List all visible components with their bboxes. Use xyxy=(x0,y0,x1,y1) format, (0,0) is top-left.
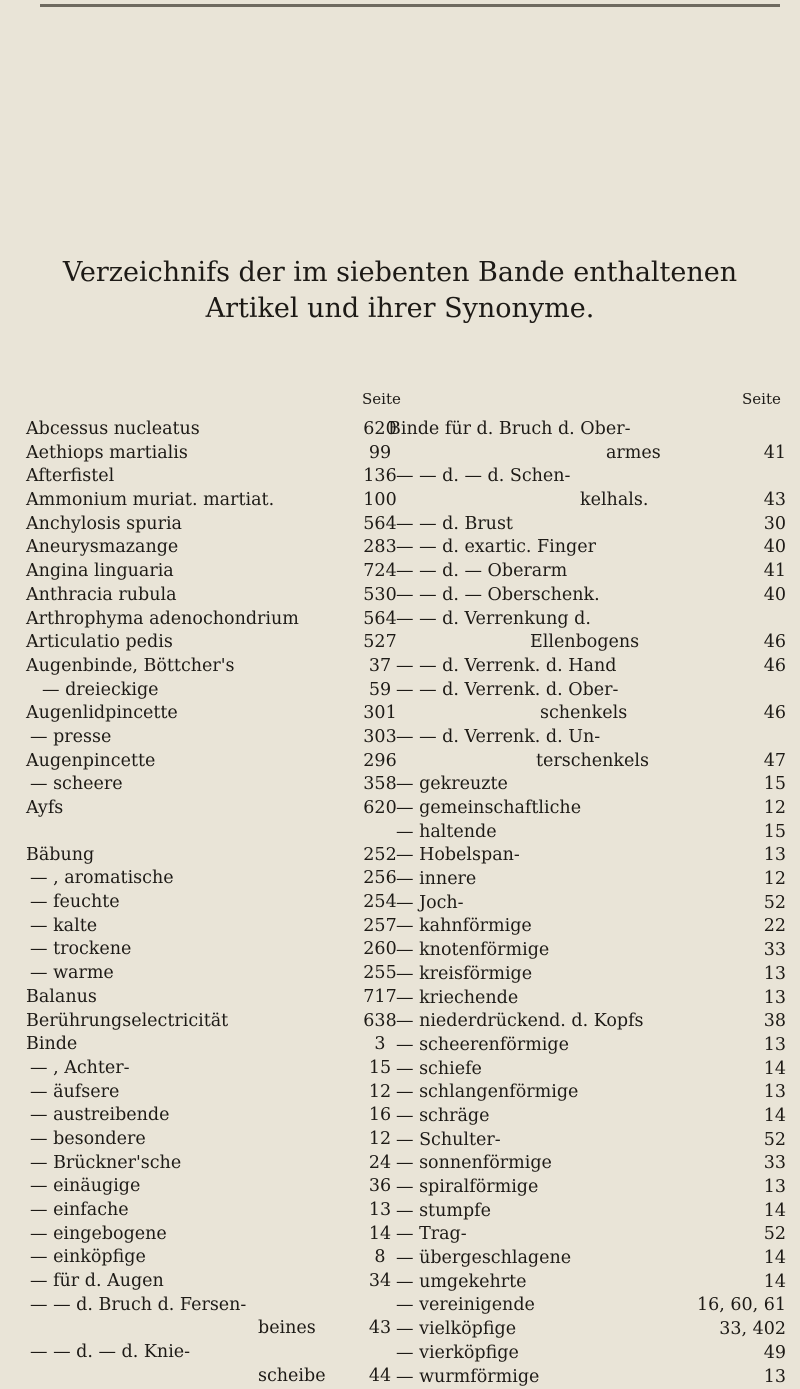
entry-page-number: 14 xyxy=(764,1247,786,1271)
entry-page-number: 303 xyxy=(350,726,410,750)
index-entry xyxy=(388,892,786,916)
index-entry xyxy=(26,1175,410,1199)
entry-page-number: 13 xyxy=(764,1176,786,1200)
index-entry xyxy=(26,702,410,726)
entry-term: Ayfs xyxy=(26,797,63,821)
index-entry xyxy=(388,1200,786,1224)
index-entry xyxy=(26,773,410,797)
index-entry xyxy=(26,536,410,560)
index-entry xyxy=(26,726,410,750)
entry-term: — sonnenförmige xyxy=(396,1152,552,1176)
entry-page-number: 16, 60, 61 xyxy=(697,1294,786,1318)
entry-term: scheibe xyxy=(258,1365,326,1389)
entry-term: — knotenförmige xyxy=(396,939,549,963)
index-column-right xyxy=(388,418,786,1389)
index-entry xyxy=(388,513,786,537)
index-entry xyxy=(388,702,786,726)
entry-term: Augenbinde, Böttcher's xyxy=(26,655,235,679)
entry-page-number: 638 xyxy=(350,1010,410,1034)
seite-header-right: Seite xyxy=(742,390,781,408)
index-entry xyxy=(26,1365,410,1389)
entry-page-number: 13 xyxy=(764,987,786,1011)
index-entry xyxy=(26,560,410,584)
index-entry xyxy=(26,655,410,679)
entry-page-number: 527 xyxy=(350,631,410,655)
entry-page-number: 717 xyxy=(350,986,410,1010)
index-entry xyxy=(388,963,786,987)
index-entry xyxy=(26,679,410,703)
entry-term: — , Achter- xyxy=(30,1057,130,1081)
entry-term: Afterfistel xyxy=(26,465,114,489)
entry-page-number: 43 xyxy=(350,1317,410,1341)
entry-term: — schiefe xyxy=(396,1058,482,1082)
entry-page-number: 52 xyxy=(764,1129,786,1153)
entry-term: — — d. — d. Knie- xyxy=(30,1341,190,1365)
entry-term: Balanus xyxy=(26,986,97,1010)
index-entry xyxy=(388,465,786,489)
entry-page-number: 12 xyxy=(350,1128,410,1152)
entry-term: — umgekehrte xyxy=(396,1271,526,1295)
entry-page-number: 43 xyxy=(764,489,786,513)
index-entry xyxy=(26,1341,410,1365)
index-entry xyxy=(388,536,786,560)
entry-term: Bäbung xyxy=(26,844,94,868)
entry-term: — presse xyxy=(30,726,111,750)
index-title-line-2: Artikel und ihrer Synonyme. xyxy=(0,292,800,326)
entry-term: — Brückner'sche xyxy=(30,1152,181,1176)
index-entry xyxy=(388,939,786,963)
entry-page-number: 47 xyxy=(764,750,786,774)
entry-page-number: 36 xyxy=(350,1175,410,1199)
entry-page-number: 14 xyxy=(764,1271,786,1295)
index-entry xyxy=(388,1129,786,1153)
entry-page-number: 33 xyxy=(764,939,786,963)
entry-term: — Schulter- xyxy=(396,1129,501,1153)
index-entry xyxy=(26,631,410,655)
top-rule xyxy=(40,4,780,7)
index-entry xyxy=(26,608,410,632)
index-entry xyxy=(388,750,786,774)
entry-term: Binde für d. Bruch d. Ober- xyxy=(388,418,631,442)
entry-page-number: 620 xyxy=(350,797,410,821)
entry-term: — Joch- xyxy=(396,892,464,916)
index-entry xyxy=(26,1317,410,1341)
index-entry xyxy=(26,1057,410,1081)
entry-term: — gemeinschaftliche xyxy=(396,797,581,821)
entry-page-number: 41 xyxy=(764,442,786,466)
entry-page-number: 59 xyxy=(350,679,410,703)
entry-term: — — d. — Oberarm xyxy=(396,560,567,584)
index-entry xyxy=(388,1342,786,1366)
entry-page-number: 257 xyxy=(350,915,410,939)
entry-page-number: 260 xyxy=(350,938,410,962)
index-entry xyxy=(388,1152,786,1176)
entry-page-number: 15 xyxy=(350,1057,410,1081)
index-title-line-1: Verzeichnifs der im siebenten Bande enthaltenen xyxy=(0,256,800,290)
index-entry xyxy=(26,442,410,466)
entry-term: — schräge xyxy=(396,1105,489,1129)
index-entry xyxy=(388,1105,786,1129)
entry-term: — — d. Verrenk. d. Un- xyxy=(396,726,600,750)
entry-page-number: 15 xyxy=(764,821,786,845)
entry-term: Ellenbogens xyxy=(530,631,639,655)
index-entry xyxy=(26,1128,410,1152)
entry-term: — feuchte xyxy=(30,891,120,915)
index-entry xyxy=(388,1081,786,1105)
entry-page-number: 16 xyxy=(350,1104,410,1128)
index-entry xyxy=(26,1010,410,1034)
entry-page-number: 41 xyxy=(764,560,786,584)
index-entry xyxy=(388,1223,786,1247)
entry-term: — spiralförmige xyxy=(396,1176,538,1200)
entry-page-number: 254 xyxy=(350,891,410,915)
index-entry xyxy=(388,844,786,868)
entry-page-number: 40 xyxy=(764,536,786,560)
entry-page-number: 252 xyxy=(350,844,410,868)
entry-page-number: 40 xyxy=(764,584,786,608)
entry-term: — einäugige xyxy=(30,1175,140,1199)
entry-page-number: 49 xyxy=(764,1342,786,1366)
index-entry xyxy=(388,868,786,892)
entry-term: — einfache xyxy=(30,1199,129,1223)
entry-page-number: 13 xyxy=(764,1081,786,1105)
entry-term: — übergeschlagene xyxy=(396,1247,571,1271)
index-entry xyxy=(26,1294,410,1318)
entry-term: — scheere xyxy=(30,773,123,797)
index-entry xyxy=(26,489,410,513)
index-entry xyxy=(388,631,786,655)
index-entry xyxy=(26,891,410,915)
entry-page-number: 33 xyxy=(764,1152,786,1176)
entry-page-number: 3 xyxy=(350,1033,410,1057)
entry-page-number: 46 xyxy=(764,655,786,679)
index-entry xyxy=(388,1058,786,1082)
index-entry xyxy=(388,655,786,679)
index-entry xyxy=(26,1033,410,1057)
entry-page-number: 296 xyxy=(350,750,410,774)
index-entry xyxy=(26,465,410,489)
entry-term: — scheerenförmige xyxy=(396,1034,569,1058)
index-entry xyxy=(26,915,410,939)
entry-page-number: 46 xyxy=(764,702,786,726)
entry-term: — für d. Augen xyxy=(30,1270,164,1294)
entry-page-number: 100 xyxy=(350,489,410,513)
seite-header-left: Seite xyxy=(362,390,401,408)
index-entry xyxy=(388,773,786,797)
entry-page-number: 13 xyxy=(764,1366,786,1389)
entry-page-number: 256 xyxy=(350,867,410,891)
entry-term: — — d. Verrenk. d. Ober- xyxy=(396,679,618,703)
index-entry xyxy=(388,1034,786,1058)
entry-page-number: 44 xyxy=(350,1365,410,1389)
index-entry xyxy=(388,679,786,703)
entry-term: — stumpfe xyxy=(396,1200,491,1224)
entry-page-number: 33, 402 xyxy=(719,1318,786,1342)
entry-term: — — d. Brust xyxy=(396,513,513,537)
entry-page-number: 564 xyxy=(350,513,410,537)
index-entry xyxy=(388,1366,786,1389)
index-entry xyxy=(388,1294,786,1318)
index-entry xyxy=(388,1010,786,1034)
entry-term: — — d. Verrenk. d. Hand xyxy=(396,655,616,679)
entry-page-number: 13 xyxy=(764,963,786,987)
entry-term: — einköpfige xyxy=(30,1246,146,1270)
entry-term: — Trag- xyxy=(396,1223,467,1247)
entry-page-number: 13 xyxy=(764,1034,786,1058)
index-entry xyxy=(26,986,410,1010)
entry-page-number: 255 xyxy=(350,962,410,986)
index-entry xyxy=(388,1176,786,1200)
entry-page-number: 37 xyxy=(350,655,410,679)
entry-page-number: 52 xyxy=(764,892,786,916)
entry-term: Arthrophyma adenochondrium xyxy=(26,608,299,632)
entry-term: — kriechende xyxy=(396,987,518,1011)
index-entry xyxy=(26,1152,410,1176)
entry-term: — — d. Bruch d. Fersen- xyxy=(30,1294,246,1318)
entry-page-number: 564 xyxy=(350,608,410,632)
index-entry xyxy=(26,1081,410,1105)
entry-term: Anchylosis spuria xyxy=(26,513,182,537)
index-entry xyxy=(26,584,410,608)
entry-term: — gekreuzte xyxy=(396,773,508,797)
entry-page-number: 620 xyxy=(350,418,410,442)
index-entry xyxy=(26,844,410,868)
entry-term: Augenpincette xyxy=(26,750,155,774)
entry-page-number: 283 xyxy=(350,536,410,560)
index-entry xyxy=(26,867,410,891)
entry-page-number: 34 xyxy=(350,1270,410,1294)
index-entry xyxy=(388,584,786,608)
entry-term: terschenkels xyxy=(536,750,649,774)
entry-page-number: 12 xyxy=(350,1081,410,1105)
entry-term: armes xyxy=(606,442,661,466)
entry-page-number: 15 xyxy=(764,773,786,797)
entry-term: schenkels xyxy=(540,702,627,726)
entry-term: — — d. exartic. Finger xyxy=(396,536,596,560)
index-entry xyxy=(388,1271,786,1295)
entry-term: Berührungselectricität xyxy=(26,1010,228,1034)
entry-term: — — d. — d. Schen- xyxy=(396,465,570,489)
entry-term: — — d. Verrenkung d. xyxy=(396,608,591,632)
entry-term: Ammonium muriat. martiat. xyxy=(26,489,274,513)
entry-page-number: 46 xyxy=(764,631,786,655)
entry-term: — vielköpfige xyxy=(396,1318,516,1342)
index-entry xyxy=(388,489,786,513)
entry-term: — austreibende xyxy=(30,1104,170,1128)
entry-page-number: 30 xyxy=(764,513,786,537)
index-entry xyxy=(26,1199,410,1223)
entry-page-number: 12 xyxy=(764,797,786,821)
entry-term: — Hobelspan- xyxy=(396,844,520,868)
entry-term: Abcessus nucleatus xyxy=(26,418,200,442)
entry-page-number: 301 xyxy=(350,702,410,726)
entry-page-number: 14 xyxy=(350,1223,410,1247)
entry-page-number: 13 xyxy=(764,844,786,868)
entry-term: — eingebogene xyxy=(30,1223,167,1247)
entry-term: kelhals. xyxy=(580,489,648,513)
index-entry xyxy=(388,915,786,939)
entry-page-number: 13 xyxy=(350,1199,410,1223)
index-entry xyxy=(388,418,786,442)
index-entry xyxy=(26,938,410,962)
entry-page-number: 14 xyxy=(764,1105,786,1129)
index-entry xyxy=(388,560,786,584)
index-entry xyxy=(26,797,410,821)
entry-term: — besondere xyxy=(30,1128,146,1152)
index-entry xyxy=(388,726,786,750)
index-entry xyxy=(26,750,410,774)
entry-term: — — d. — Oberschenk. xyxy=(396,584,600,608)
entry-term: — äufsere xyxy=(30,1081,119,1105)
entry-term: — warme xyxy=(30,962,114,986)
entry-term: Aneurysmazange xyxy=(26,536,178,560)
entry-term: Anthracia rubula xyxy=(26,584,177,608)
entry-term: — trockene xyxy=(30,938,131,962)
entry-page-number: 724 xyxy=(350,560,410,584)
index-entry xyxy=(388,608,786,632)
entry-term: — dreieckige xyxy=(42,679,159,703)
index-entry xyxy=(26,513,410,537)
entry-term: — schlangenförmige xyxy=(396,1081,578,1105)
index-entry xyxy=(388,442,786,466)
index-entry xyxy=(388,1247,786,1271)
index-entry xyxy=(26,1223,410,1247)
index-entry xyxy=(26,1246,410,1270)
entry-term: Binde xyxy=(26,1033,77,1057)
entry-term: — kreisförmige xyxy=(396,963,532,987)
entry-page-number: 358 xyxy=(350,773,410,797)
entry-page-number: 22 xyxy=(764,915,786,939)
entry-page-number: 12 xyxy=(764,868,786,892)
index-entry xyxy=(388,1318,786,1342)
entry-page-number: 24 xyxy=(350,1152,410,1176)
entry-term: — , aromatische xyxy=(30,867,174,891)
entry-page-number: 14 xyxy=(764,1200,786,1224)
entry-term: Articulatio pedis xyxy=(26,631,173,655)
entry-term: — haltende xyxy=(396,821,497,845)
index-column-left xyxy=(26,418,410,1389)
entry-page-number: 99 xyxy=(350,442,410,466)
entry-term: Augenlidpincette xyxy=(26,702,178,726)
index-entry xyxy=(26,1104,410,1128)
entry-term: — niederdrückend. d. Kopfs xyxy=(396,1010,644,1034)
entry-term: — kahnförmige xyxy=(396,915,532,939)
index-entry xyxy=(26,418,410,442)
entry-page-number: 8 xyxy=(350,1246,410,1270)
entry-term: — wurmförmige xyxy=(396,1366,539,1389)
index-entry xyxy=(26,962,410,986)
index-entry xyxy=(388,797,786,821)
entry-term: — kalte xyxy=(30,915,97,939)
entry-term: — vierköpfige xyxy=(396,1342,519,1366)
entry-page-number: 136 xyxy=(350,465,410,489)
index-entry xyxy=(388,987,786,1011)
entry-page-number: 14 xyxy=(764,1058,786,1082)
index-entry xyxy=(26,1270,410,1294)
entry-term: Angina linguaria xyxy=(26,560,174,584)
entry-page-number: 52 xyxy=(764,1223,786,1247)
entry-term: beines xyxy=(258,1317,316,1341)
index-entry xyxy=(388,821,786,845)
entry-term: — innere xyxy=(396,868,476,892)
entry-page-number: 38 xyxy=(764,1010,786,1034)
entry-term: — vereinigende xyxy=(396,1294,535,1318)
entry-page-number: 530 xyxy=(350,584,410,608)
entry-term: Aethiops martialis xyxy=(26,442,188,466)
